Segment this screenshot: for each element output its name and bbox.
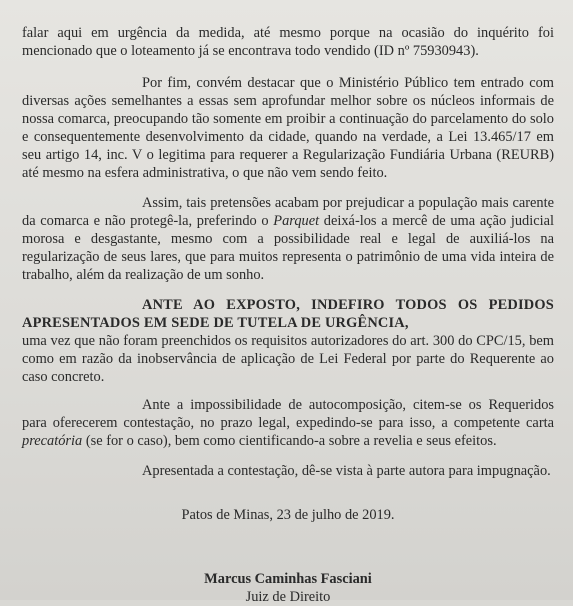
paragraph-population xyxy=(22,194,554,284)
ruling-bold-text: ANTE AO EXPOSTO, INDEFIRO TODOS OS PEDIDOS APRESENTADOS EM SEDE DE TUTELA DE URGÊNCIA, xyxy=(22,297,554,331)
paragraph-contestation: Apresentada a contestação, dê-se vista à parte autora para impugnação. xyxy=(142,463,551,479)
signer-name: Marcus Caminhas Fasciani xyxy=(204,571,372,587)
precatoria-term: precatória xyxy=(22,433,83,449)
paragraph-ministerio-publico: Por fim, convém destacar que o Ministério Público tem entrado com diversas ações semelhantes a essas sem aprofundar melhor sobre os núcleos informais de nossa comarca, preocupando tão somente em proibir a continuação do parcelamento do solo e consequentemente desenvolvimento da cidade, quando na verdade, a Lei 13.465/17 em seu artigo 14, inc. V o legitima para requerer a Regularização Fundiária Urbana (REURB) até mesmo na esfera administrativa, o que não vem sendo feito. xyxy=(22,75,554,181)
paragraph-citation-part2: (se for o caso), bem como cientificando-a sobre a revelia e seus efeitos. xyxy=(82,433,497,449)
signer-title: Juiz de Direito xyxy=(245,589,331,605)
paragraph-citation xyxy=(22,396,554,450)
ruling-rest-text: uma vez que não foram preenchidos os requisitos autorizadores do art. 300 do CPC/15, bem como em razão da inobservância de aplicação de Lei Federal por parte do Requerente ao caso concreto. xyxy=(22,333,554,385)
paragraph-urgency: falar aqui em urgência da medida, até mesmo porque na ocasião do inquérito foi mencionado que o loteamento já se encontrava todo vendido (ID nº 75930943). xyxy=(22,25,554,59)
paragraph-population-part2: deixá-los a mercê de uma ação judicial morosa e desgastante, mesmo com a possibilidade real e legal de auxiliá-los na regularização de seus lares, que para muitos representa o patrimônio de uma vida inteira de trabalho, além da realização de um sonho. xyxy=(22,213,555,283)
decision-text xyxy=(22,24,554,606)
paragraph-ruling xyxy=(22,296,554,386)
paragraph-citation-part1: Ante a impossibilidade de autocomposição, citem-se os Requeridos para oferecerem contestação, no prazo legal, expedindo-se para isso, a competente carta xyxy=(22,397,554,431)
paragraph-population-part1: Assim, tais pretensões acabam por prejudicar a população mais carente da comarca e não protegê-la, preferindo o xyxy=(22,195,554,229)
parquet-term: Parquet xyxy=(273,213,320,229)
place-date: Patos de Minas, 23 de julho de 2019. xyxy=(181,507,395,523)
